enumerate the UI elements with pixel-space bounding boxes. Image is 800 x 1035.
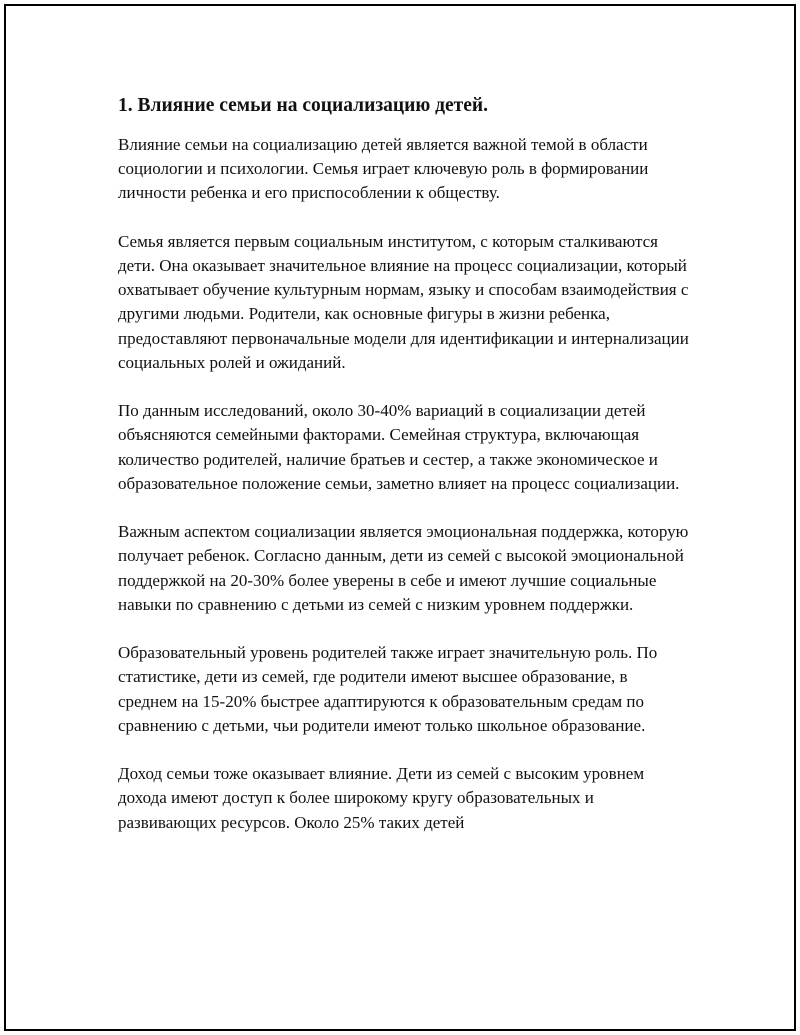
document-body [118,93,690,859]
paragraph-research-data: По данным исследований, около 30-40% вариаций в социализации детей объясняются семейными факторами. Семейная структура, включающая количество родителей, наличие братьев и сестер, а также экономическое и образовательное положение семьи, заметно влияет на процесс социализации. [118,401,680,493]
section-heading: 1. Влияние семьи на социализацию детей. [118,95,489,116]
paragraph-first-institution: Семья является первым социальным институтом, с которым сталкиваются дети. Она оказывает значительное влияние на процесс социализации, который охватывает обучение культурным нормам, языку и способам взаимодействия с другими людьми. Родители, как основные фигуры в жизни ребенка, предоставляют первоначальные модели для идентификации и интернализации социальных ролей и ожиданий. [118,231,689,372]
paragraph-family-income: Доход семьи тоже оказывает влияние. Дети из семей с высоким уровнем дохода имеют доступ к более широкому кругу образовательных и развивающих ресурсов. Около 25% таких детей [118,764,645,832]
paragraph-parent-education: Образовательный уровень родителей также играет значительную роль. По статистике, дети из семей, где родители имеют высшее образование, в среднем на 15-20% быстрее адаптируются к образовательным средам по сравнению с детьми, чьи родители имеют только школьное образование. [118,643,658,735]
paragraph-intro: Влияние семьи на социализацию детей является важной темой в области социологии и психологии. Семья играет ключевую роль в формировании личности ребенка и его приспособлении к обществу. [118,135,649,203]
paragraph-emotional-support: Важным аспектом социализации является эмоциональная поддержка, которую получает ребенок. Согласно данным, дети из семей с высокой эмоциональной поддержкой на 20-30% более уверены в себе и имеют лучшие социальные навыки по сравнению с детьми из семей с низким уровнем поддержки. [118,522,689,614]
